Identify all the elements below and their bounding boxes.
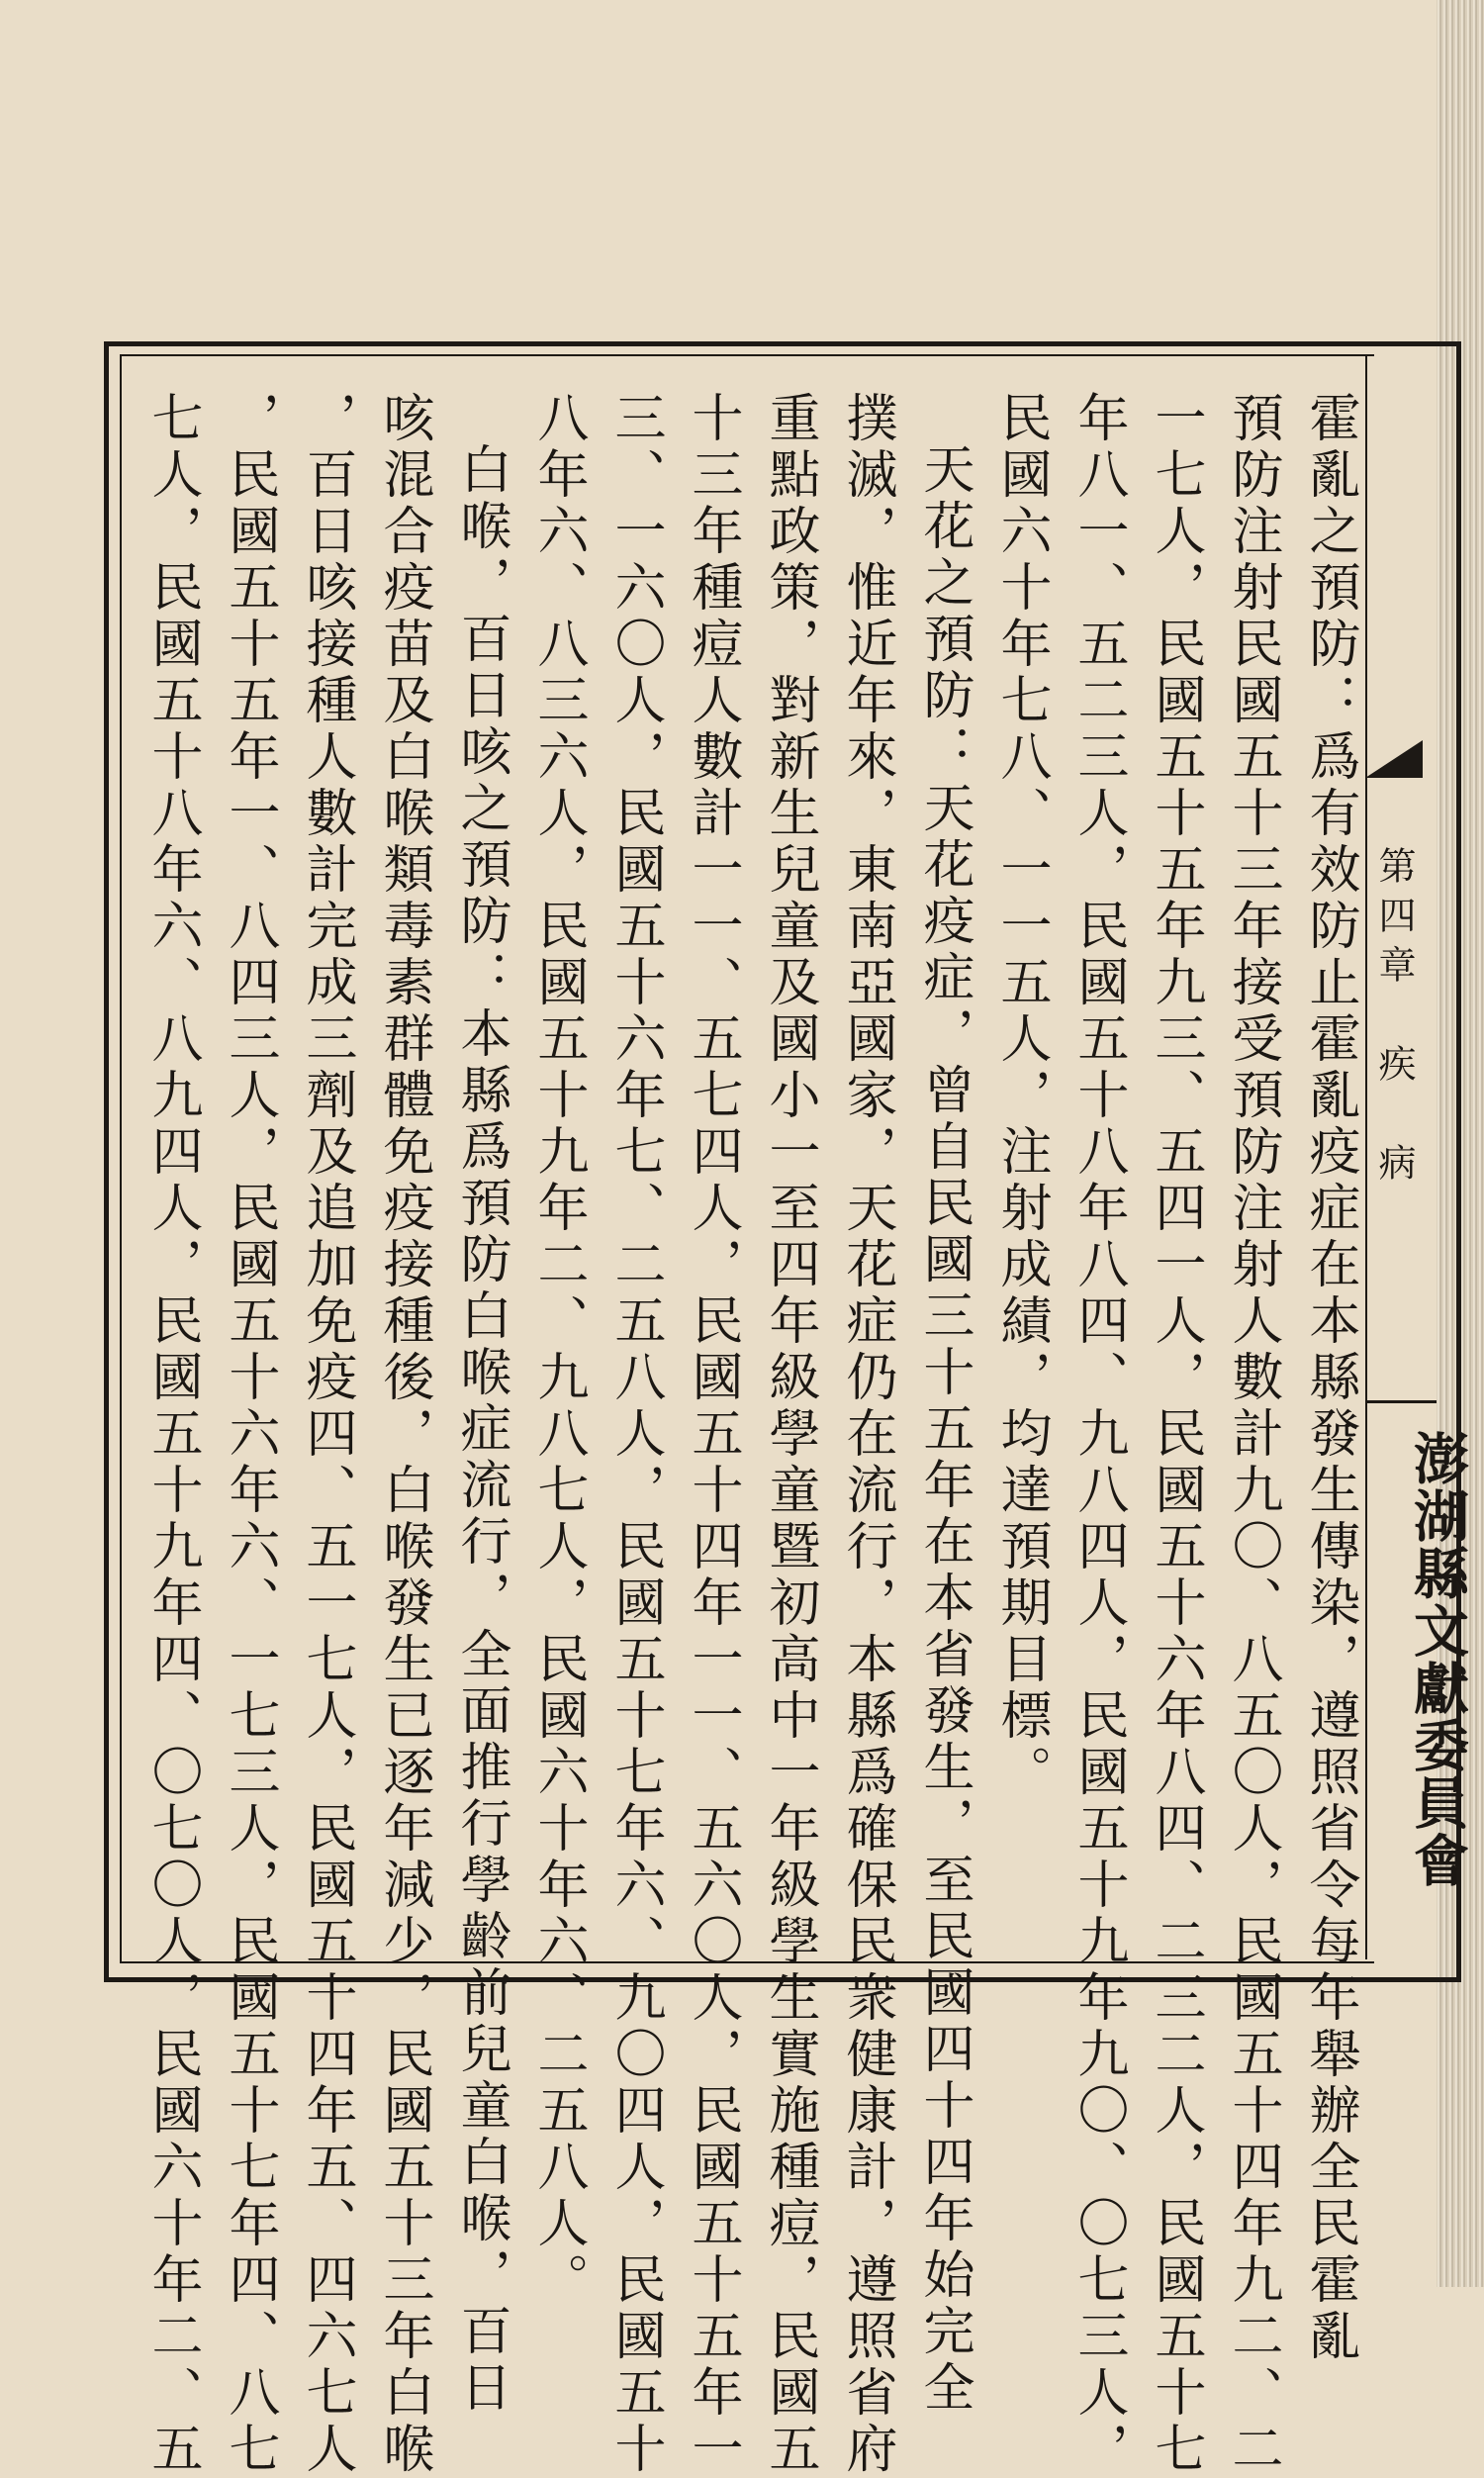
header-chevron-mark [1365, 740, 1423, 778]
text-column: ，百日咳接種人數計完成三劑及追加免疫四、五一七人，民國五十四年五、四六七人 [297, 391, 356, 2478]
body-text [142, 391, 1359, 2478]
text-column: ，民國五十五年一、八四三人，民國五十六年六、一七三人，民國五十七年四、八七 [220, 391, 279, 2478]
text-column: 天花之預防：天花疫症，曾自民國三十五年在本省發生，至民國四十四年始完全 [914, 442, 974, 2417]
text-column: 預防注射民國五十三年接受預防注射人數計九〇、八五〇人，民國五十四年九二、二 [1223, 391, 1282, 2478]
text-column: 八年六、八三六人，民國五十九年二、九八七人，民國六十年六、二五八人。 [528, 391, 588, 2309]
running-header-publisher: 澎湖縣文獻委員會 [1405, 1430, 1470, 1889]
text-column: 民國六十年七八、一一五人，注射成績，均達預期目標。 [991, 391, 1051, 1801]
text-column: 七人，民國五十八年六、八九四人，民國五十九年四、〇七〇人，民國六十年二、五 [142, 391, 202, 2478]
text-column: 霍亂之預防：爲有效防止霍亂疫症在本縣發生傳染，遵照省令每年舉辦全民霍亂 [1300, 391, 1359, 2365]
header-title-rule [1365, 1400, 1437, 1403]
text-column: 白喉，百日咳之預防：本縣爲預防白喉症流行，全面推行學齡前兒童白喉，百日 [451, 442, 510, 2417]
text-column: 重點政策，對新生兒童及國小一至四年級學童暨初高中一年級學生實施種痘，民國五 [760, 391, 819, 2478]
text-column: 撲滅，惟近年來，東南亞國家，天花症仍在流行，本縣爲確保民衆健康計，遵照省府 [837, 391, 896, 2478]
text-column: 咳混合疫苗及白喉類毒素群體免疫接種後，白喉發生已逐年減少，民國五十三年白喉 [374, 391, 433, 2478]
running-header-chapter: 第四章 疾 病 [1372, 846, 1416, 1192]
text-column: 三、一六〇人，民國五十六年七、二五八人，民國五十七年六、九〇四人，民國五十 [605, 391, 665, 2478]
text-column: 年八一、五二三人，民國五十八年八四、九八四人，民國五十九年九〇、〇七三人， [1068, 391, 1128, 2478]
text-column: 十三年種痘人數計一一、五七四人，民國五十四年一一、五六〇人，民國五十五年一 [683, 391, 742, 2478]
header-divider-rule [1365, 354, 1367, 1959]
text-column: 一七人，民國五十五年九三、五四一人，民國五十六年八四、二三二人，民國五十七 [1146, 391, 1205, 2478]
